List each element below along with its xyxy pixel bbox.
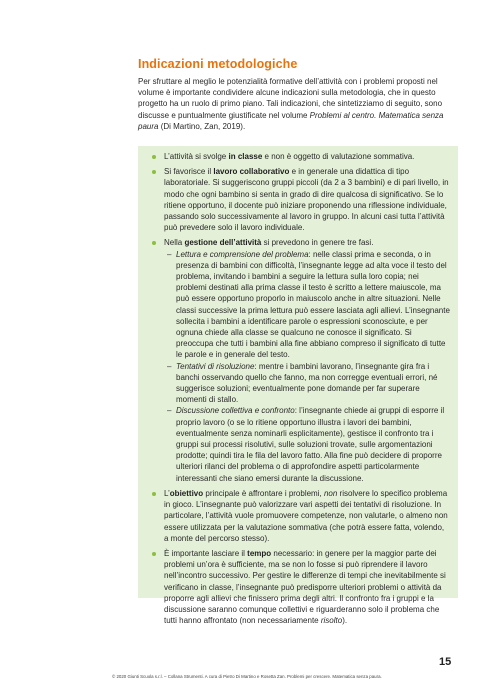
- section-heading: Indicazioni metodologiche: [138, 57, 298, 71]
- guidelines-box: [138, 146, 458, 626]
- item-keyword: gestione dell’attività: [184, 238, 262, 248]
- item-text: L’attività si svolge: [164, 152, 229, 161]
- list-item: [152, 237, 450, 483]
- intro-paragraph: [138, 76, 450, 132]
- item-keyword: in classe: [228, 152, 263, 161]
- bullet-icon: [152, 155, 156, 159]
- item-text: risolvere lo specifico problema in gioco. L’insegnante può valorizzare vari aspetti dei tentativi di risoluzione. In particolare, l’attività vuole promuovere competenze, non valutarle, o almeno non essere utilizzata per la valutazione sommativa (che potrà essere fatta, volendo, a monte del percorso stesso).: [164, 488, 448, 543]
- list-item: [152, 166, 450, 233]
- item-keyword: tempo: [247, 548, 272, 558]
- list-item: [152, 488, 450, 544]
- item-text: principale è affrontare i problemi,: [203, 488, 324, 498]
- bullet-icon: [152, 552, 156, 556]
- item-text: si prevedono in genere tre fasi.: [261, 238, 374, 248]
- item-text: e non è oggetto di valutazione sommativa.: [262, 152, 415, 161]
- intro-text: Per sfruttare al meglio le potenzialità formative dell’attività con i problemi proposti nel volume è importante condividere alcune indicazioni sulla metodologia, che in questo progetto ha un ruolo di primo piano. Tali indicazioni, che sintetizziamo di seguito, sono discusse e puntualmente giustificate nel volume: [138, 77, 443, 120]
- item-text: necessario: in genere per la maggior parte dei problemi un’ora è sufficiente, ma se non lo fosse si può riprendere il lavoro nell’incontro successivo. Per gestire le differenze di tempi che inevitabilmente si verificano in classe, l’insegnante può predisporre ulteriori problemi o attività da proporre agli allievi che finissero prima degli altri. Il confronto fra i gruppi e la discussione saranno comunque collettivi e riguarderanno solo il problema che tutti hanno affrontato (non necessariamente: [164, 548, 446, 626]
- item-text: Si favorisce il: [164, 167, 214, 177]
- guidelines-list: [138, 146, 458, 626]
- phase-title: Discussione collettiva e confronto: [176, 406, 295, 416]
- dash-marker: –: [167, 406, 172, 416]
- phase-title: Lettura e comprensione del problema: [176, 249, 309, 259]
- phase-text: : mentre i bambini lavorano, l’insegnante gira fra i banchi osservando quello che fanno, ma non corregge eventuali errori, né suggerisce soluzioni; eventualmente pone domande per far superare momenti di stallo.: [176, 361, 438, 405]
- item-keyword: lavoro collaborativo: [213, 167, 290, 177]
- item-keyword: obiettivo: [169, 488, 204, 498]
- phase-item: [167, 361, 450, 406]
- phase-text: : nelle classi prima e seconda, o in presenza di bambini con difficoltà, l’insegnante legge ad alta voce il testo del problema, invitando i bambini a seguire la lettura sulla loro copia; nei problemi destinati alla prima classe il testo è scritto a lettere maiuscole, ma può essere opportuno proporlo in maiuscolo anche in altre situazioni. Nelle classi successive la prima lettura può essere lasciata agli allievi. L’insegnante sollecita i bambini a identificare parole o espressioni sconosciute, e per ognuna chiede alla classe se qualcuno ne conosce il significato. Si preoccupa che tutti i bambini alla fine abbiano compreso il significato di tutte le parole e in generale del testo.: [176, 249, 450, 360]
- page-number: 15: [439, 656, 452, 668]
- phase-item: [167, 405, 450, 483]
- dash-marker: –: [167, 361, 172, 371]
- phase-text: : l’insegnante chiede ai gruppi di esporre il proprio lavoro (o se lo ritiene opportuno illustra i lavori dei bambini, eventualmente senza nominarli esplicitamente), gestisce il confronto tra i gruppi sui processi risolutivi, sulle soluzioni trovate, sulle argomentazioni prodotte; quindi tira le fila del lavoro fatto. Alla fine può decidere di proporre ulteriori rilanci del problema o di approfondire aspetti particolarmente interessanti che siano emersi durante la discussione.: [176, 406, 445, 483]
- item-text: ).: [342, 616, 348, 626]
- item-emphasis: non: [323, 488, 338, 498]
- item-text: È importante lasciare il: [164, 548, 248, 558]
- item-text: Nella: [164, 238, 185, 248]
- list-item: [152, 548, 450, 626]
- phase-item: [167, 249, 450, 361]
- bullet-icon: [152, 492, 156, 496]
- item-text: e in generale una didattica di tipo laboratoriale. Si suggeriscono gruppi piccoli (da 2 a 3 bambini) e di pari livello, in modo che ogni bambino si senta in grado di dire qualcosa di significativo. Se lo ritiene opportuno, il docente può iniziare proponendo una riflessione individuale, passando solo successivamente al lavoro in gruppo. In alcuni casi tutta l’attività può prevedere solo il lavoro individuale.: [164, 167, 449, 233]
- footer-credits: © 2020 Giunti Scuola s.r.l. – Collana Strumenti. A cura di Pietro Di Martino e Rosetta Zan. Problemi per crescere. Matematica senza paura.: [112, 674, 382, 679]
- dash-marker: –: [167, 249, 172, 259]
- bullet-icon: [152, 170, 156, 174]
- bullet-icon: [152, 241, 156, 245]
- item-text: L’: [164, 488, 170, 498]
- phase-title: Tentativi di risoluzione: [176, 361, 255, 371]
- intro-text-end: (Di Martino, Zan, 2019).: [158, 121, 246, 131]
- list-item: [152, 151, 450, 162]
- phase-list: [164, 249, 450, 484]
- book-title: Problemi al centro. Matematica senza paura: [138, 110, 444, 131]
- item-emphasis: risolto: [320, 616, 343, 626]
